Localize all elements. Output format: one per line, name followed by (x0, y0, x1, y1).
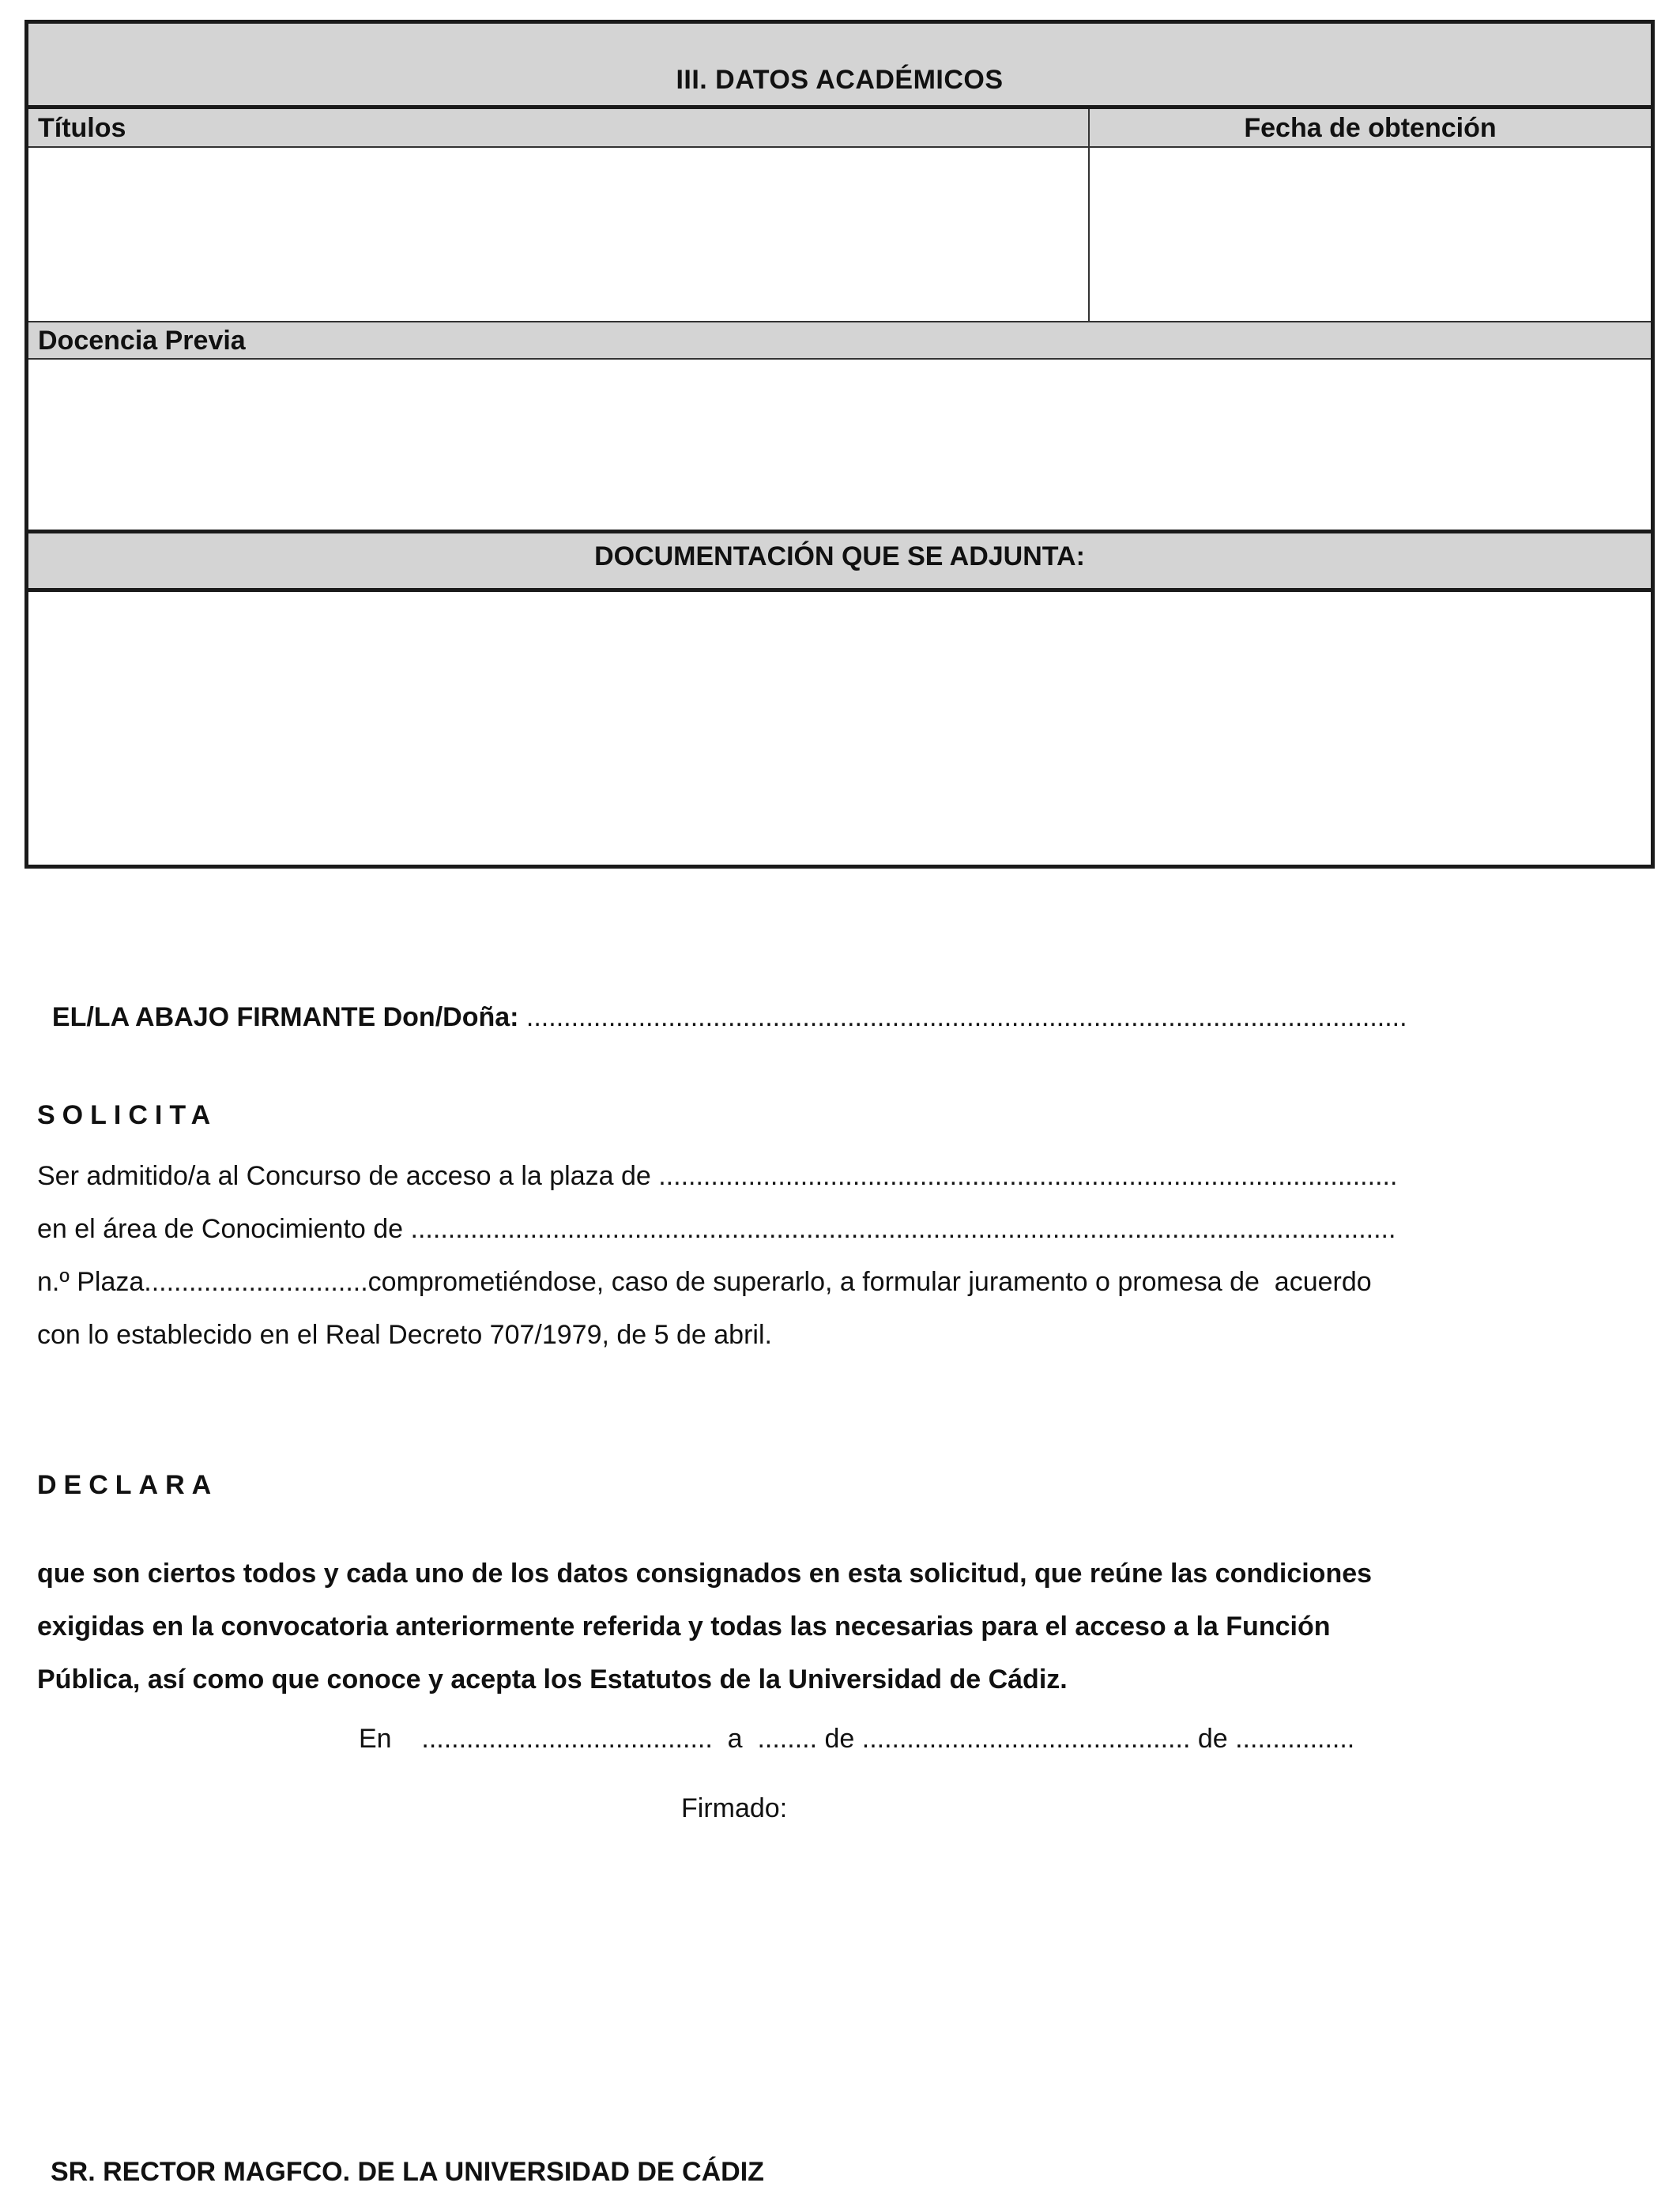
section-title: III. DATOS ACADÉMICOS (676, 65, 1004, 95)
section-title-bar (28, 24, 1651, 109)
request-line-2: en el área de Conocimiento de .................................................................................................................................... (37, 1214, 1396, 1244)
documentation-header-row (28, 533, 1651, 592)
declaration-heading: DECLARA (37, 1470, 219, 1500)
titles-body-row (28, 148, 1651, 322)
request-line-1: Ser admitido/a al Concurso de acceso a la plaza de ................................................................................................... (37, 1161, 1398, 1191)
teaching-header-row (28, 322, 1651, 360)
signatory-name-field[interactable]: ...................................................................................................................... (518, 1002, 1407, 1032)
place-date-line[interactable]: En ....................................... a ........ de ............................................ de ................ (359, 1724, 1355, 1754)
titles-field[interactable] (28, 148, 1090, 321)
date-field[interactable] (1090, 148, 1651, 321)
documentation-header: DOCUMENTACIÓN QUE SE ADJUNTA: (594, 541, 1085, 571)
declaration-line-2: exigidas en la convocatoria anteriormente referida y todas las necesarias para el acceso a la Función (37, 1612, 1331, 1642)
titles-header-row (28, 109, 1651, 148)
request-heading: SOLICITA (37, 1100, 218, 1130)
date-header: Fecha de obtención (1244, 113, 1497, 143)
request-line-3: n.º Plaza..............................comprometiéndose, caso de superarlo, a formular juramento o promesa de acuerdo (37, 1267, 1372, 1297)
addressee: SR. RECTOR MAGFCO. DE LA UNIVERSIDAD DE CÁDIZ (51, 2157, 764, 2187)
signatory-label: EL/LA ABAJO FIRMANTE Don/Doña: (51, 1002, 519, 1032)
declaration-line-3: Pública, así como que conoce y acepta los Estatutos de la Universidad de Cádiz. (37, 1664, 1068, 1695)
titles-header-cell (28, 109, 1090, 146)
signature-label: Firmado: (681, 1793, 788, 1823)
academic-data-table (24, 20, 1655, 869)
documentation-field[interactable] (28, 592, 1651, 865)
teaching-header: Docencia Previa (38, 326, 246, 356)
declaration-line-1: que son ciertos todos y cada uno de los datos consignados en esta solicitud, que reúne las condiciones (37, 1559, 1373, 1589)
signatory-line (37, 977, 1407, 1031)
teaching-field[interactable] (28, 360, 1651, 533)
request-line-4: con lo establecido en el Real Decreto 707/1979, de 5 de abril. (37, 1320, 772, 1350)
titles-header: Títulos (38, 113, 126, 143)
